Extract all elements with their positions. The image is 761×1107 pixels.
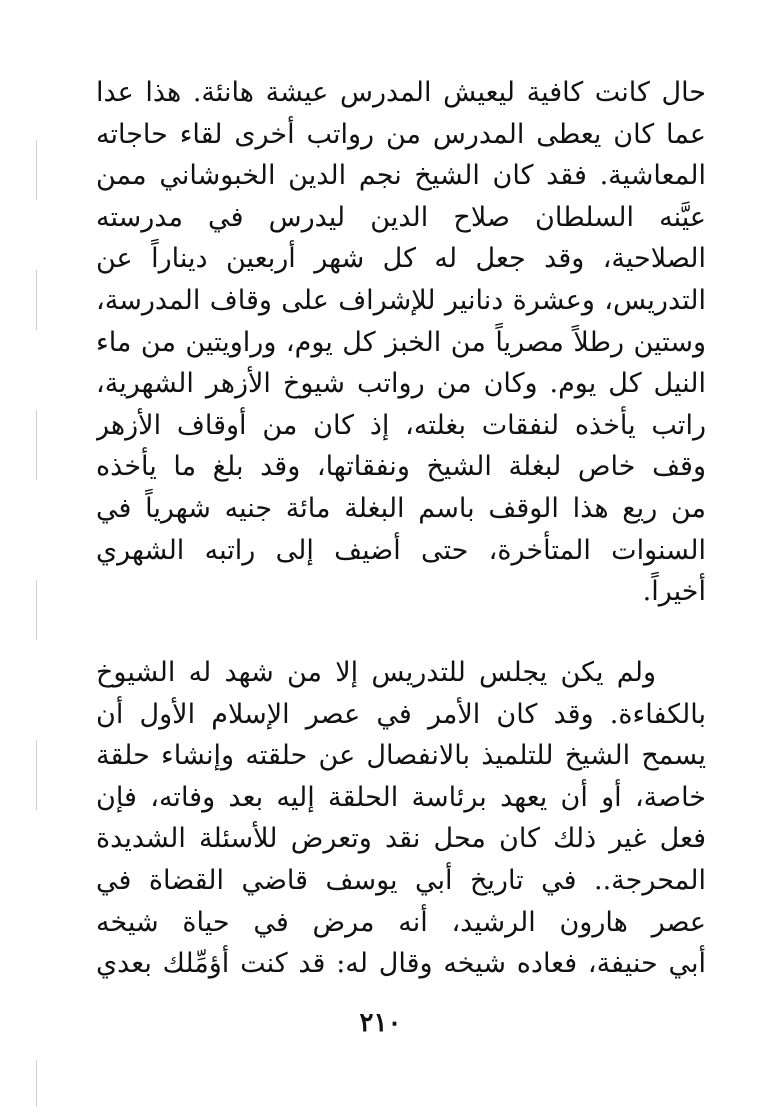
text-line: حال كانت كافية ليعيش المدرس عيشة هانئة. هذا عدا: [96, 77, 706, 108]
text-line: فعل غير ذلك كان محل نقد وتعرض للأسئلة الشديدة: [96, 823, 706, 855]
margin-rule: [36, 580, 37, 640]
text-line: أخيراً.: [642, 576, 706, 608]
paragraph-1: [96, 72, 706, 613]
text-line: النيل كل يوم. وكان من رواتب شيوخ الأزهر الشهرية،: [96, 368, 706, 400]
text-line: من ريع هذا الوقف باسم البغلة مائة جنيه شهرياً في: [96, 492, 706, 524]
text-line: عصر هارون الرشيد، أنه مرض في حياة شيخه: [96, 906, 706, 938]
margin-rule: [36, 1060, 37, 1107]
text-line: وقف خاص لبغلة الشيخ ونفقاتها، وقد بلغ ما يأخذه: [96, 451, 706, 483]
text-line: وستين رطلاً مصرياً من الخبز كل يوم، وراويتين من ماء: [96, 326, 706, 358]
text-line: خاصة، أو أن يعهد برئاسة الحلقة إليه بعد وفاته، فإن: [96, 781, 706, 813]
text-line: التدريس، وعشرة دنانير للإشراف على وقاف المدرسة،: [96, 284, 706, 316]
text-line: المعاشية. فقد كان الشيخ نجم الدين الخبوشاني ممن: [96, 160, 706, 192]
text-line: المحرجة.. في تاريخ أبي يوسف قاضي القضاة في: [96, 864, 706, 896]
text-line: بالكفاءة. وقد كان الأمر في عصر الإسلام الأول أن: [96, 698, 706, 730]
text-line: الصلاحية، وقد جعل له كل شهر أربعين ديناراً عن: [96, 243, 706, 275]
text-line: عما كان يعطى المدرس من رواتب أخرى لقاء حاجاته: [96, 118, 706, 150]
text-line: راتب يأخذه لنفقات بغلته، إذ كان من أوقاف الأزهر: [96, 409, 706, 441]
text-line: عيَّنه السلطان صلاح الدين ليدرس في مدرسته: [96, 201, 706, 233]
text-line: أبي حنيفة، فعاده شيخه وقال له: قد كنت أؤمِّلك بعدي: [96, 948, 706, 980]
margin-rule: [36, 140, 37, 200]
text-line: ولم يكن يجلس للتدريس إلا من شهد له الشيوخ: [96, 657, 656, 688]
margin-rule: [36, 740, 37, 810]
margin-rule: [36, 410, 37, 480]
paragraph-2: [96, 652, 706, 985]
page-number: ٢١٠: [359, 1008, 402, 1038]
margin-rule: [36, 270, 37, 330]
text-line: يسمح الشيخ للتلميذ بالانفصال عن حلقته وإنشاء حلقة: [96, 740, 706, 772]
text-line: السنوات المتأخرة، حتى أضيف إلى راتبه الشهري: [96, 534, 706, 566]
